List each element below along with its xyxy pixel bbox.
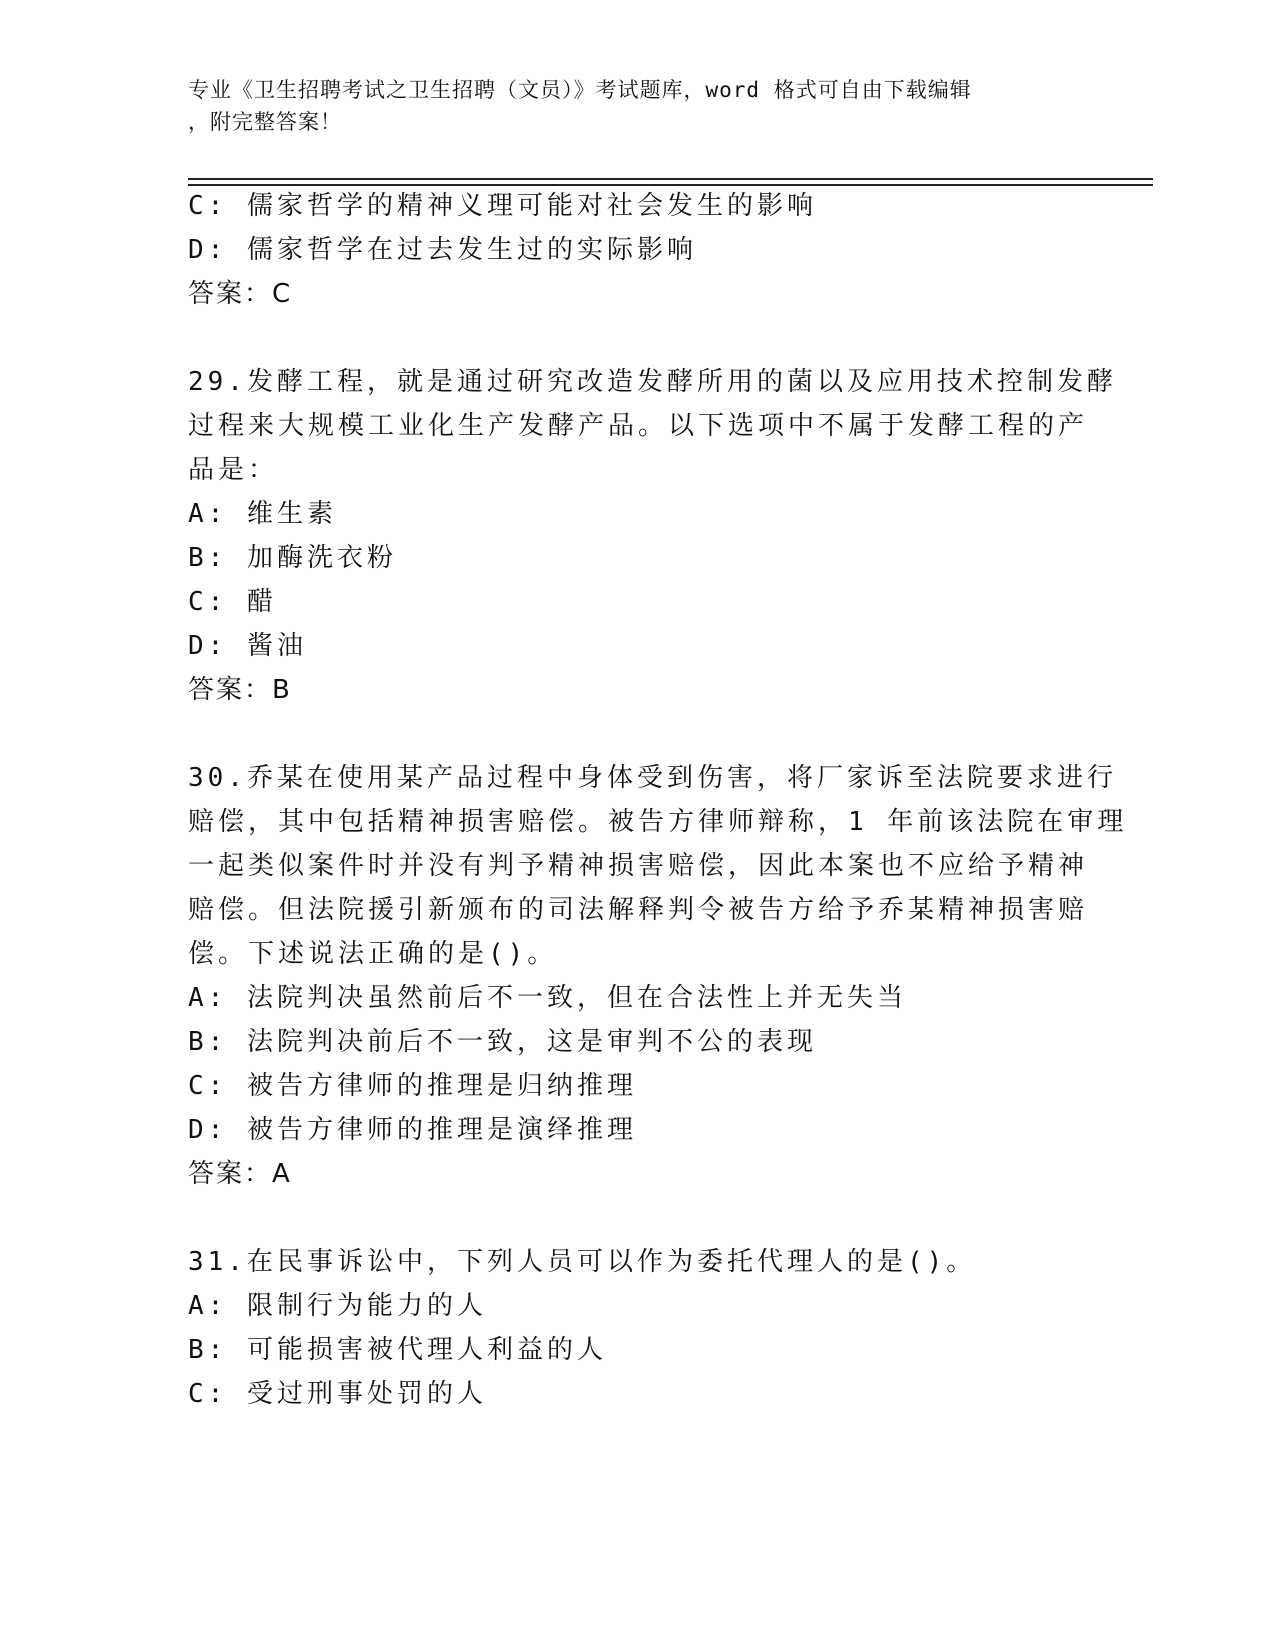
header-rule-top (188, 178, 1153, 180)
q30-stem-line-3: 一起类似案件时并没有判予精神损害赔偿，因此本案也不应给予精神 (188, 851, 1089, 881)
q28-answer: 答案：C (188, 279, 293, 309)
q30-stem-line-5: 偿。下述说法正确的是()。 (188, 939, 558, 969)
header-line-2: ，附完整答案！ (188, 110, 342, 134)
q29-stem-line-2: 过程来大规模工业化生产发酵产品。以下选项中不属于发酵工程的产 (188, 411, 1089, 441)
q31-option-b: B: 可能损害被代理人利益的人 (188, 1335, 607, 1365)
q29-option-c: C: 醋 (188, 587, 277, 617)
q29-stem-line-3: 品是： (188, 455, 279, 485)
q28-option-d: D: 儒家哲学在过去发生过的实际影响 (188, 235, 697, 265)
q30-option-b: B: 法院判决前后不一致，这是审判不公的表现 (188, 1027, 817, 1057)
q31-option-c: C: 受过刑事处罚的人 (188, 1379, 487, 1409)
q31-option-a: A: 限制行为能力的人 (188, 1291, 487, 1321)
q31-stem-line-1: 31.在民事诉讼中，下列人员可以作为委托代理人的是()。 (188, 1247, 977, 1277)
q29-option-a: A: 维生素 (188, 499, 337, 529)
q29-stem-line-1: 29.发酵工程，就是通过研究改造发酵所用的菌以及应用技术控制发酵 (188, 367, 1117, 397)
q29-answer: 答案：B (188, 675, 292, 705)
q30-stem-line-1: 30.乔某在使用某产品过程中身体受到伤害，将厂家诉至法院要求进行 (188, 763, 1117, 793)
q29-option-d: D: 酱油 (188, 631, 307, 661)
q30-answer: 答案：A (188, 1159, 292, 1189)
q28-option-c: C: 儒家哲学的精神义理可能对社会发生的影响 (188, 191, 817, 221)
header-line-1: 专业《卫生招聘考试之卫生招聘（文员）》考试题库，word 格式可自由下载编辑 (188, 78, 972, 102)
q30-option-a: A: 法院判决虽然前后不一致，但在合法性上并无失当 (188, 983, 907, 1013)
q30-stem-line-2: 赔偿，其中包括精神损害赔偿。被告方律师辩称，1 年前该法院在审理 (188, 807, 1128, 837)
q30-option-c: C: 被告方律师的推理是归纳推理 (188, 1071, 637, 1101)
q30-stem-line-4: 赔偿。但法院援引新颁布的司法解释判令被告方给予乔某精神损害赔 (188, 895, 1089, 925)
q30-option-d: D: 被告方律师的推理是演绎推理 (188, 1115, 637, 1145)
document-header (188, 74, 1088, 138)
q29-option-b: B: 加酶洗衣粉 (188, 543, 397, 573)
